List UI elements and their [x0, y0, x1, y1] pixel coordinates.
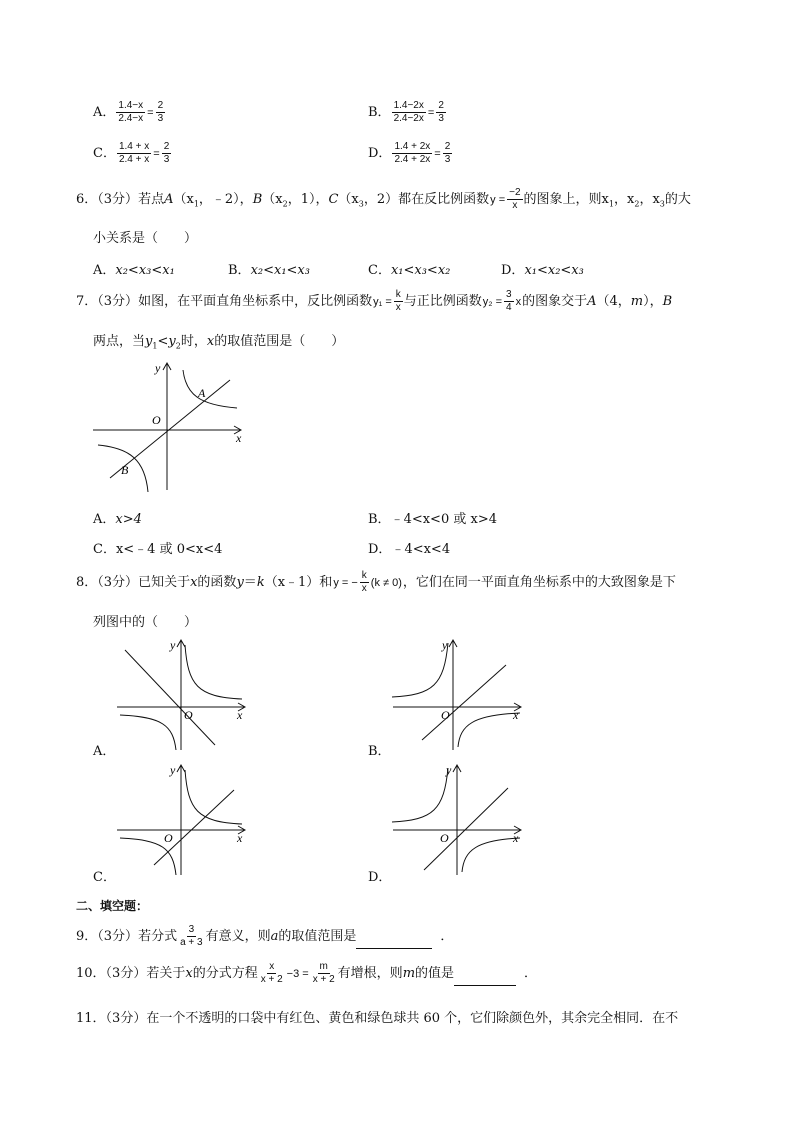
q6-option-c [368, 259, 450, 278]
option-letter: A． [93, 512, 116, 527]
fraction [311, 961, 337, 986]
text: 的值是 [415, 966, 455, 981]
x-axis-label: x [237, 831, 243, 845]
denominator: 2.4 + x [118, 154, 150, 165]
fraction [162, 141, 172, 166]
denominator: 3 [163, 154, 170, 165]
q5-option-d [368, 141, 453, 166]
option-letter: A． [93, 263, 116, 278]
text: 若点 [138, 192, 165, 207]
numerator: 1.4−x [118, 100, 144, 111]
denominator: 2.4−x [118, 113, 144, 124]
text: 两点，当 [93, 334, 146, 349]
option-text: x₂<x₃<x₁ [115, 263, 175, 278]
numerator: m [319, 961, 328, 972]
text: 与正比例函数 [403, 294, 482, 309]
score: （3分） [97, 575, 139, 590]
point-label: B [252, 192, 263, 207]
point-a-label: A [198, 386, 206, 400]
text: （x﹣1）和 [264, 575, 333, 590]
function-lhs: y = [490, 193, 506, 206]
text: ． [440, 929, 454, 944]
q5-option-c [93, 141, 172, 166]
text: ， [613, 192, 627, 207]
x-axis-label: x [513, 831, 519, 845]
fraction [116, 100, 145, 125]
origin-label: O [441, 708, 450, 722]
text: 的分式方程 [192, 966, 258, 981]
function-lhs: y = − [333, 576, 358, 589]
text: ＝ [243, 575, 257, 590]
subscript: 3 [659, 199, 665, 209]
q6-option-b [228, 259, 310, 278]
point-b-label: B [121, 463, 129, 477]
option-text: ﹣4<x<4 [391, 542, 451, 557]
fraction [392, 141, 432, 166]
variable: x [652, 192, 660, 207]
numerator: k [395, 289, 401, 300]
subscript: 1 [608, 199, 614, 209]
q7-stem-line2: 两点，当$y_1<y_2$时，x的取值范围是（ ） [93, 334, 345, 351]
option-letter: C． [368, 263, 391, 278]
denominator: 3 [438, 113, 444, 124]
q10 [76, 961, 537, 986]
option-text: x₁<x₂<x₃ [524, 263, 584, 278]
score: （3分） [105, 1011, 147, 1026]
text: （4， [596, 294, 631, 309]
variable: k [256, 575, 265, 590]
line-graph [422, 665, 506, 740]
text: 如图，在平面直角坐标系中，反比例函数 [138, 294, 373, 309]
text: 若分式 [138, 929, 178, 944]
variable: x [601, 192, 609, 207]
point-label: A [164, 192, 174, 207]
q8-stem-line2: 列图中的（ ） [93, 615, 198, 630]
score: （3分） [105, 966, 147, 981]
hyperbola-branch-upper [183, 370, 237, 408]
q8-graph-a [112, 635, 252, 753]
q8-graph-b [388, 635, 528, 753]
text: 的取值范围是 [278, 929, 357, 944]
variable: x [185, 966, 193, 981]
fraction [507, 187, 522, 212]
hyperbola-branch-upper [392, 768, 448, 822]
text: 若关于 [146, 966, 186, 981]
text: 的大 [664, 192, 691, 207]
text: ）， [643, 294, 663, 309]
q8-option-a-label: A． [93, 744, 116, 759]
x-axis-label: x [236, 431, 242, 445]
x-axis-label: x [513, 708, 519, 722]
y-axis-label: y [155, 361, 161, 375]
denominator: 2.4 + 2x [394, 154, 431, 165]
q5-option-a [93, 100, 166, 125]
q8-option-c-label: C． [93, 870, 116, 885]
question-number: 9． [76, 929, 98, 944]
text: ，﹣2）， [198, 192, 253, 207]
equals-sign: = [427, 106, 435, 119]
hyperbola-branch-upper [185, 770, 242, 824]
line-graph [154, 790, 234, 865]
section-heading: 二、填空题： [76, 899, 149, 913]
score: （3分） [97, 929, 139, 944]
variable: a [270, 929, 279, 944]
text: 的函数 [197, 575, 237, 590]
hyperbola-branch-upper [185, 645, 242, 699]
option-text: x₂<x₁<x₃ [250, 263, 310, 278]
text: 时， [180, 334, 207, 349]
q8-graph-d [388, 760, 528, 878]
condition: (k ≠ 0) [370, 576, 402, 589]
denominator: x [395, 302, 401, 313]
option-letter: A． [93, 105, 116, 120]
denominator: x [361, 583, 367, 594]
q5-option-b [368, 100, 447, 125]
q7-option-c [93, 538, 222, 557]
question-number: 8． [76, 575, 98, 590]
hyperbola-branch-lower [458, 713, 520, 747]
q8-option-b-label: B． [368, 744, 391, 759]
score: （3分） [97, 192, 139, 207]
origin-label: O [184, 708, 193, 722]
option-letter: D． [501, 263, 525, 278]
variable: y [145, 334, 153, 349]
fraction [178, 924, 205, 949]
score: （3分） [97, 294, 139, 309]
q6-option-d [501, 259, 584, 278]
q6-stem-line2: 小关系是（ ） [93, 231, 198, 246]
answer-blank[interactable] [356, 934, 432, 949]
subscript: 2 [634, 199, 640, 209]
fraction [360, 570, 369, 595]
numerator: x [269, 961, 275, 972]
numerator: 1.4 + x [118, 141, 150, 152]
q8-option-d-label: D． [368, 870, 392, 885]
hyperbola-branch-lower [120, 715, 176, 750]
q8-stem-line1 [76, 570, 676, 595]
equals-sign: = [147, 106, 154, 119]
variable: y [236, 575, 244, 590]
denominator: a + 3 [180, 937, 203, 948]
q8-graph-c [112, 760, 252, 878]
numerator: 2 [163, 141, 170, 152]
denominator: 2.4−2x [393, 113, 424, 124]
subscript: 1 [193, 199, 199, 209]
q7-option-a [93, 508, 142, 527]
point-label: A [587, 294, 597, 309]
fraction [259, 961, 285, 986]
q7-stem-line1 [76, 289, 672, 314]
option-text: ﹣4<x<0 或 x>4 [390, 512, 497, 527]
numerator: 1.4 + 2x [394, 141, 431, 152]
text: （x [262, 192, 283, 207]
denominator: x + 2 [312, 974, 335, 985]
question-number: 7． [76, 294, 98, 309]
origin-label: O [152, 413, 161, 427]
fraction [443, 141, 453, 166]
answer-blank[interactable] [454, 971, 516, 986]
q7-option-b [368, 508, 497, 527]
variable: m [402, 966, 416, 981]
denominator: x + 2 [260, 974, 283, 985]
fraction [436, 100, 446, 125]
numerator: 3 [506, 289, 512, 300]
function-lhs: y₁ = [373, 295, 392, 308]
numerator: 2 [438, 100, 444, 111]
numerator: −2 [509, 187, 521, 198]
q6-option-a [93, 259, 175, 278]
y-axis-label: y [170, 638, 176, 652]
denominator: 3 [444, 154, 451, 165]
text: 有意义，则 [205, 929, 271, 944]
denominator: x [512, 200, 518, 211]
variable: y [168, 334, 176, 349]
text: （x [338, 192, 359, 207]
question-number: 10． [76, 966, 106, 981]
y-axis-label: y [446, 763, 452, 777]
numerator: 1.4−2x [393, 100, 424, 111]
variable: x [190, 575, 198, 590]
origin-label: O [440, 831, 449, 845]
text: ，1）， [287, 192, 329, 207]
fraction [504, 289, 514, 314]
option-text: x<﹣4 或 0<x<4 [115, 542, 223, 557]
hyperbola-branch-upper [392, 643, 448, 697]
fraction [156, 100, 166, 125]
numerator: 2 [157, 100, 164, 111]
option-letter: B． [368, 512, 391, 527]
text: < [157, 334, 169, 349]
text: 在一个不透明的口袋中有红色、黄色和绿色球共 60 个，它们除颜色外，其余完全相同．在不 [146, 1011, 679, 1026]
equation-operator: −3 = [286, 967, 309, 980]
y-axis-label: y [442, 638, 448, 652]
text: ，它们在同一平面直角坐标系中的大致图象是下 [402, 575, 676, 590]
numerator: 3 [188, 924, 195, 935]
variable: x [627, 192, 635, 207]
q7-option-d [368, 538, 450, 557]
q7-figure [90, 360, 250, 495]
equals-sign: = [434, 147, 441, 160]
q11 [76, 1007, 678, 1026]
text: ． [524, 966, 538, 981]
x-axis-label: x [237, 708, 243, 722]
hyperbola-branch-lower [462, 838, 520, 872]
option-letter: D． [368, 542, 392, 557]
option-text: x>4 [115, 512, 142, 527]
variable: x [515, 295, 522, 308]
fraction [394, 289, 403, 314]
subscript: 2 [282, 199, 288, 209]
question-number: 11． [76, 1011, 106, 1026]
option-text: x₁<x₃<x₂ [390, 263, 451, 278]
variable: m [630, 294, 644, 309]
option-letter: B． [368, 105, 391, 120]
numerator: 2 [444, 141, 451, 152]
point-label: C [328, 192, 339, 207]
option-letter: C． [93, 146, 116, 161]
fraction [392, 100, 426, 125]
fraction [117, 141, 151, 166]
text: 的图象交于 [522, 294, 588, 309]
origin-label: O [164, 831, 173, 845]
q6-stem-line1 [76, 187, 691, 212]
denominator: 3 [157, 113, 164, 124]
denominator: 4 [506, 302, 512, 313]
option-letter: D． [368, 146, 392, 161]
text: ，2）都在反比例函数 [363, 192, 490, 207]
y-axis-label: y [170, 763, 176, 777]
text: 的取值范围是（ ） [214, 334, 345, 349]
function-lhs: y₂ = [482, 295, 503, 308]
text: 有增根，则 [337, 966, 403, 981]
text: 的图象上，则 [523, 192, 602, 207]
text: 已知关于 [138, 575, 191, 590]
variable: x [206, 334, 215, 349]
point-label: B [662, 294, 673, 309]
subscript: 3 [358, 199, 364, 209]
text: （x [173, 192, 194, 207]
question-number: 6． [76, 192, 98, 207]
q9 [76, 924, 453, 949]
option-letter: C． [93, 542, 116, 557]
numerator: k [361, 570, 367, 581]
option-letter: B． [228, 263, 251, 278]
equals-sign: = [153, 147, 160, 160]
text: ， [639, 192, 653, 207]
